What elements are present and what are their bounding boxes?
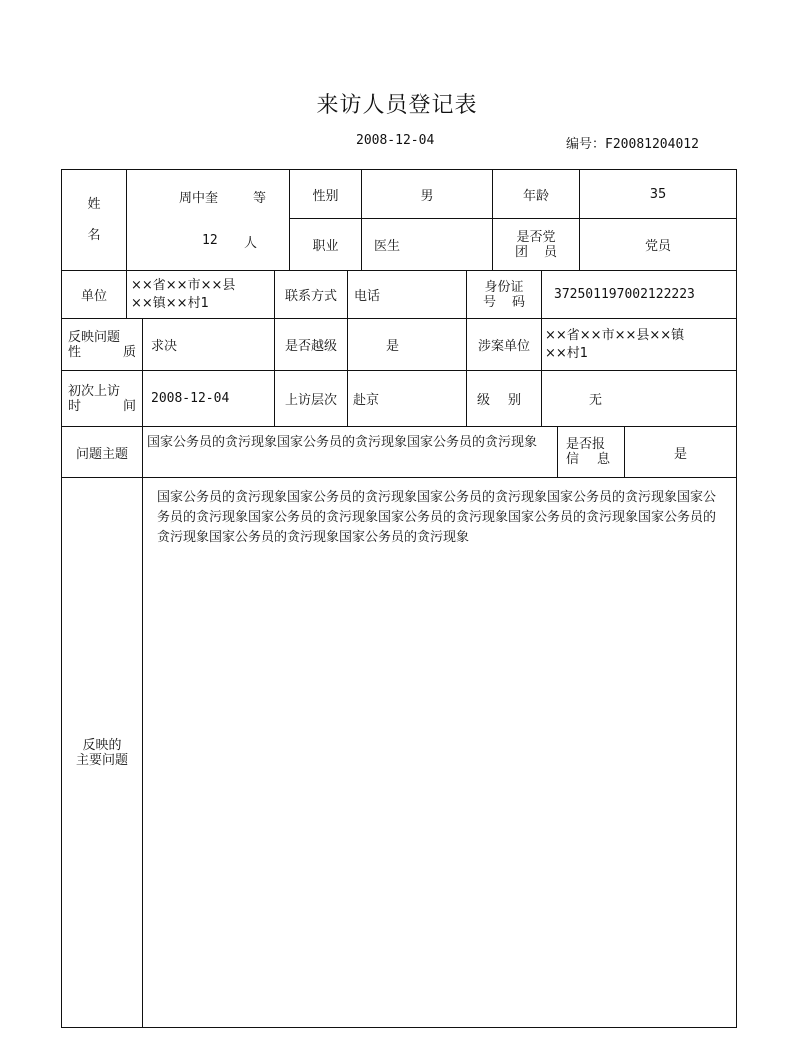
main-issue-label-cell — [61, 477, 143, 1028]
first-visit-label-cell — [61, 370, 143, 427]
report-label-1: 是否报 — [566, 437, 606, 452]
contact-value[interactable]: 电话 — [347, 270, 467, 319]
skip-level-label: 是否越级 — [274, 318, 348, 371]
name-suffix: 等 — [253, 191, 267, 206]
report-value[interactable]: 是 — [624, 426, 737, 478]
rank-label-a: 级 — [477, 393, 491, 408]
unit-label: 单位 — [61, 270, 127, 319]
visit-level-label: 上访层次 — [274, 370, 348, 427]
serial-label: 编号： — [566, 137, 606, 152]
party-label-1: 是否党 — [516, 229, 556, 245]
report-label-2a: 信 — [566, 452, 580, 467]
gender-label: 性别 — [289, 169, 362, 219]
involved-unit-value-2: ××村1 — [545, 345, 589, 361]
rank-label-b: 别 — [507, 393, 521, 408]
main-issue-value[interactable]: 国家公务员的贪污现象国家公务员的贪污现象国家公务员的贪污现象国家公务员的贪污现象国家公务员的贪污现象国家公务员的贪污现象国家公务员的贪污现象国家公务员的贪污现象国家公务员的贪污现象国家公务员的贪污现象国家公务员的贪污现象 — [142, 477, 737, 1028]
age-value[interactable]: 35 — [579, 169, 737, 219]
id-label-cell — [466, 270, 542, 319]
age-label: 年龄 — [492, 169, 580, 219]
name-label-cell — [61, 169, 127, 271]
serial-value: F20081204012 — [605, 137, 699, 152]
report-label-2b: 息 — [596, 452, 610, 467]
main-issue-label-2: 主要问题 — [75, 752, 128, 768]
rank-label-cell — [466, 370, 542, 427]
first-visit-value[interactable]: 2008-12-04 — [142, 370, 275, 427]
party-label-2b: 员 — [543, 244, 557, 260]
register-date: 2008-12-04 — [356, 133, 435, 148]
unit-value-1: ××省××市××县 — [131, 277, 236, 293]
occupation-label: 职业 — [289, 218, 362, 271]
topic-label: 问题主题 — [61, 426, 143, 478]
page-title: 来访人员登记表 — [316, 93, 478, 118]
report-label-cell — [557, 426, 625, 478]
occupation-value[interactable]: 医生 — [361, 218, 493, 271]
id-label-2a: 号 — [483, 294, 497, 310]
serial-number — [566, 133, 699, 152]
count-value: 12 — [202, 233, 218, 248]
skip-level-value[interactable]: 是 — [347, 318, 467, 371]
visit-level-value[interactable]: 赴京 — [347, 370, 467, 427]
id-label-2b: 码 — [511, 294, 525, 310]
name-label-2: 名 — [87, 228, 101, 243]
count-suffix: 人 — [244, 236, 258, 251]
first-visit-label-1: 初次上访 — [68, 383, 121, 399]
nature-label-1: 反映问题 — [68, 329, 121, 345]
unit-value-cell[interactable] — [126, 270, 275, 319]
id-label-1: 身份证 — [484, 279, 524, 295]
party-value[interactable]: 党员 — [579, 218, 737, 271]
name-label-1: 姓 — [87, 197, 101, 212]
gender-value[interactable]: 男 — [361, 169, 493, 219]
first-visit-label-2b: 间 — [122, 398, 136, 414]
first-visit-label-2a: 时 — [68, 398, 82, 414]
involved-unit-label: 涉案单位 — [466, 318, 542, 371]
main-issue-label-1: 反映的 — [82, 737, 122, 753]
topic-value[interactable]: 国家公务员的贪污现象国家公务员的贪污现象国家公务员的贪污现象 — [142, 426, 558, 478]
nature-label-2a: 性 — [68, 344, 82, 360]
name-value: 周中奎 — [179, 191, 219, 206]
rank-value[interactable]: 无 — [541, 370, 737, 427]
name-value-cell[interactable] — [126, 169, 290, 271]
involved-unit-value-cell[interactable] — [541, 318, 737, 371]
nature-label-2b: 质 — [122, 344, 136, 360]
involved-unit-value-1: ××省××市××县××镇 — [545, 327, 685, 343]
contact-label: 联系方式 — [274, 270, 348, 319]
party-label-cell — [492, 218, 580, 271]
id-value[interactable]: 372501197002122223 — [541, 270, 737, 319]
unit-value-2: ××镇××村1 — [131, 295, 209, 311]
nature-value[interactable]: 求决 — [142, 318, 275, 371]
nature-label-cell — [61, 318, 143, 371]
party-label-2a: 团 — [515, 244, 529, 260]
